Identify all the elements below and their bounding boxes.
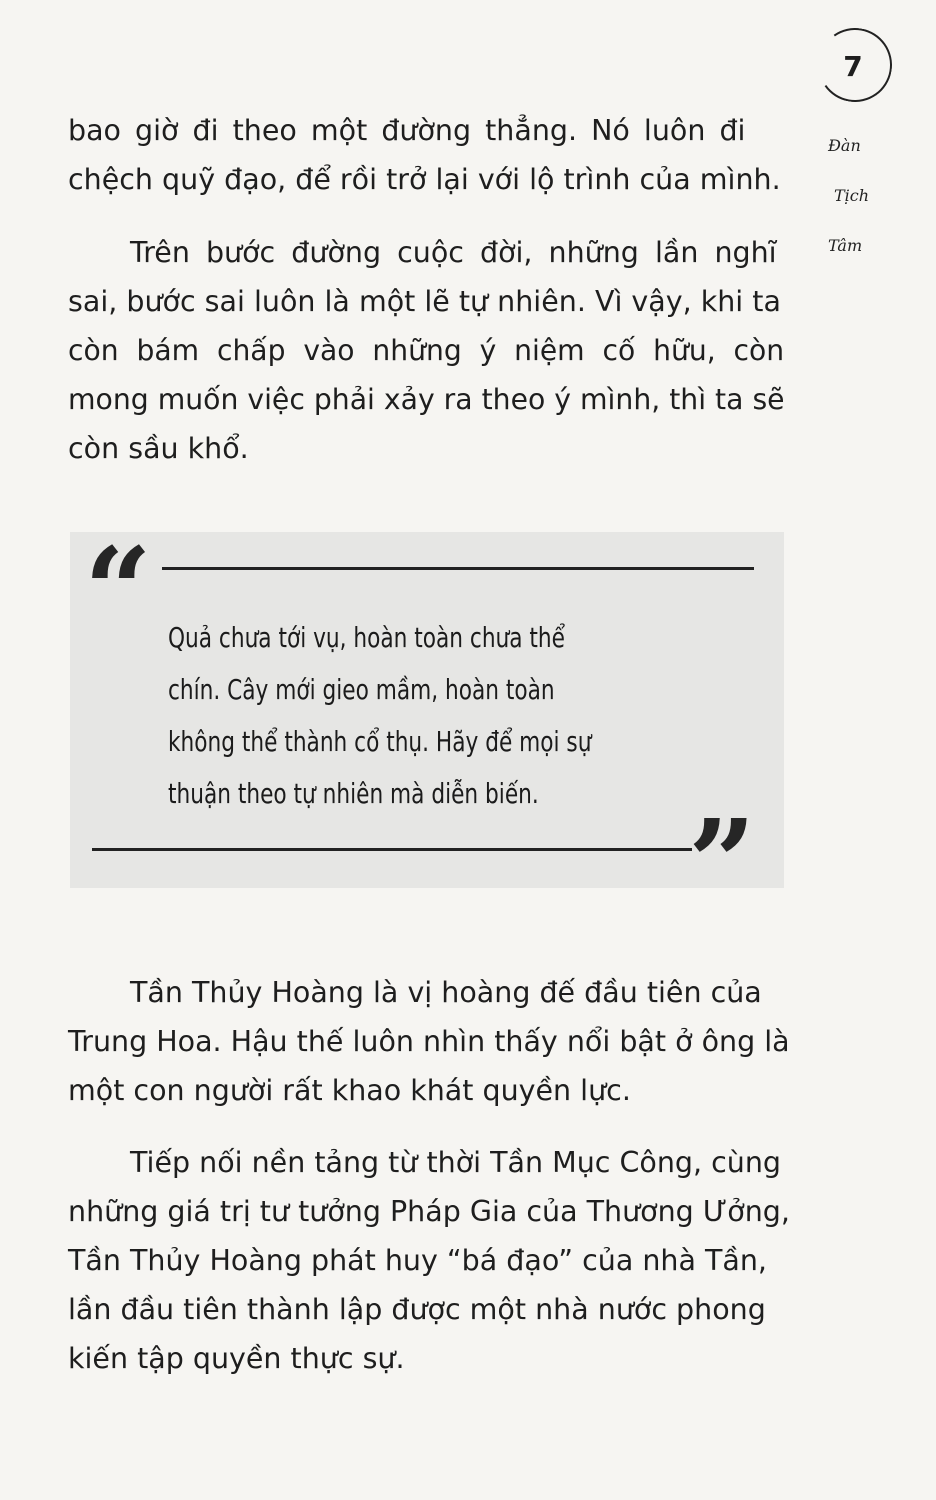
page-number-badge bbox=[818, 28, 892, 102]
text-line: bao giờ đi theo một đường thẳng. Nó luôn đi bbox=[68, 114, 746, 147]
paragraph bbox=[68, 228, 784, 473]
text-line: một con người rất khao khát quyền lực. bbox=[68, 1074, 631, 1107]
running-title-word: Tịch bbox=[834, 186, 870, 205]
text-line: Tiếp nối nền tảng từ thời Tần Mục Công, cùng bbox=[130, 1146, 782, 1179]
text-line: Tần Thủy Hoàng là vị hoàng đế đầu tiên của bbox=[130, 976, 762, 1009]
pull-quote-text bbox=[168, 612, 591, 820]
quote-line: Quả chưa tới vụ, hoàn toàn chưa thể bbox=[168, 621, 565, 654]
text-line: Tần Thủy Hoàng phát huy “bá đạo” của nhà Tần, bbox=[68, 1244, 767, 1277]
paragraph bbox=[68, 968, 804, 1115]
quote-rule-top bbox=[162, 567, 754, 570]
text-line: sai, bước sai luôn là một lẽ tự nhiên. Vì vậy, khi ta bbox=[68, 285, 781, 318]
paragraph-continued bbox=[68, 106, 784, 204]
quote-line: chín. Cây mới gieo mầm, hoàn toàn bbox=[168, 673, 555, 706]
text-line: chệch quỹ đạo, để rồi trở lại với lộ trình của mình. bbox=[68, 163, 781, 196]
paragraph bbox=[68, 1138, 804, 1383]
text-line: những giá trị tư tưởng Pháp Gia của Thương Ưởng, bbox=[68, 1195, 790, 1228]
text-line: Trung Hoa. Hậu thế luôn nhìn thấy nổi bật ở ông là bbox=[68, 1025, 790, 1058]
quote-line: không thể thành cổ thụ. Hãy để mọi sự bbox=[168, 725, 592, 758]
running-title-word: Tâm bbox=[828, 236, 863, 255]
text-line: còn sầu khổ. bbox=[68, 432, 249, 465]
running-title-word: Đàn bbox=[828, 136, 861, 155]
quote-line: thuận theo tự nhiên mà diễn biến. bbox=[168, 777, 539, 810]
pull-quote-box bbox=[70, 521, 784, 932]
text-line: lần đầu tiên thành lập được một nhà nước phong bbox=[68, 1293, 766, 1326]
page-number: 7 bbox=[843, 50, 863, 83]
text-line: còn bám chấp vào những ý niệm cố hữu, còn bbox=[68, 334, 785, 367]
quote-rule-bottom bbox=[92, 848, 692, 851]
open-quote-mark: “ bbox=[84, 521, 152, 660]
text-line: Trên bước đường cuộc đời, những lần nghĩ bbox=[130, 236, 777, 269]
text-line: mong muốn việc phải xảy ra theo ý mình, thì ta sẽ bbox=[68, 383, 785, 416]
running-title bbox=[828, 138, 888, 288]
text-line: kiến tập quyền thực sự. bbox=[68, 1342, 405, 1375]
close-quote-mark: ” bbox=[688, 793, 756, 932]
